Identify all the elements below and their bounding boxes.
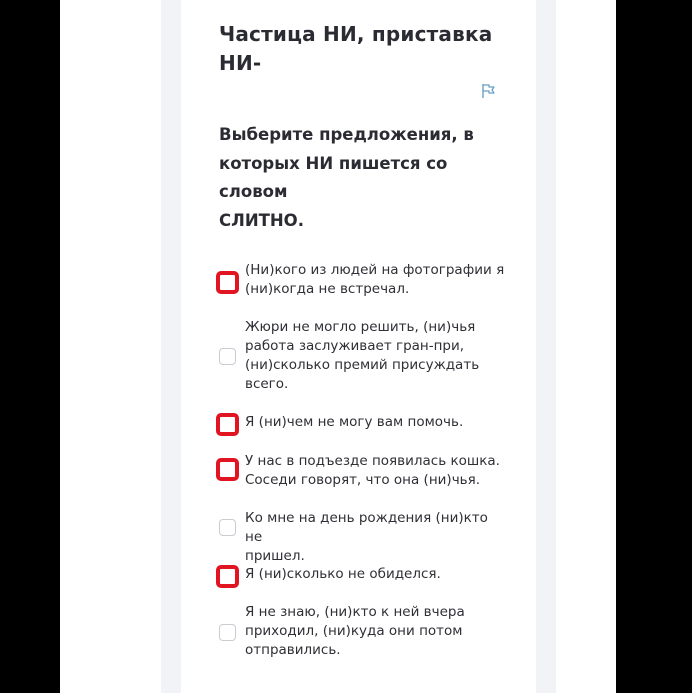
option-line: (ни)сколько премий присуждать: [245, 357, 480, 373]
option-line: пришел.: [245, 548, 305, 564]
answer-option-text: [245, 565, 507, 584]
question-text: [219, 121, 519, 235]
checkbox[interactable]: [219, 519, 236, 536]
option-line: (Ни)кого из людей на фотографии я: [245, 262, 505, 278]
task-title-line-2: НИ-: [219, 51, 262, 75]
answer-option-text: [245, 318, 507, 394]
answer-option-text: [245, 261, 507, 299]
option-line: отправились.: [245, 642, 341, 658]
question-line-2: которых НИ пишется со словом: [219, 153, 448, 201]
checkbox-selected[interactable]: [216, 413, 239, 436]
answer-option-text: [245, 509, 507, 566]
option-line: (ни)когда не встречал.: [245, 281, 410, 297]
option-line: всего.: [245, 376, 289, 392]
checkbox[interactable]: [219, 624, 236, 641]
left-gutter: [161, 0, 181, 693]
option-line: Я (ни)чем не могу вам помочь.: [245, 414, 464, 430]
option-line: Я (ни)сколько не обиделся.: [245, 566, 441, 582]
option-line: Ко мне на день рождения (ни)кто не: [245, 510, 488, 545]
flag-icon-svg: [480, 82, 498, 100]
flag-icon[interactable]: [480, 82, 498, 100]
right-gutter: [536, 0, 556, 693]
answer-option-text: [245, 603, 507, 660]
option-line: приходил, (ни)куда они потом: [245, 623, 463, 639]
question-line-1: Выберите предложения, в: [219, 125, 474, 144]
checkbox-selected[interactable]: [216, 565, 239, 588]
task-title-line-1: Частица НИ, приставка: [219, 22, 493, 46]
option-line: У нас в подъезде появилась кошка.: [245, 453, 500, 469]
question-line-3: СЛИТНО.: [219, 210, 304, 230]
option-line: работа заслуживает гран-при,: [245, 338, 465, 354]
answer-option-text: [245, 452, 507, 490]
checkbox-selected[interactable]: [216, 271, 239, 294]
checkbox-selected[interactable]: [216, 458, 239, 481]
option-line: Соседи говорят, что она (ни)чья.: [245, 472, 481, 488]
answer-option-text: [245, 413, 507, 432]
option-line: Жюри не могло решить, (ни)чья: [245, 319, 476, 335]
task-title: [219, 20, 509, 78]
option-line: Я не знаю, (ни)кто к ней вчера: [245, 604, 465, 620]
checkbox[interactable]: [219, 348, 236, 365]
